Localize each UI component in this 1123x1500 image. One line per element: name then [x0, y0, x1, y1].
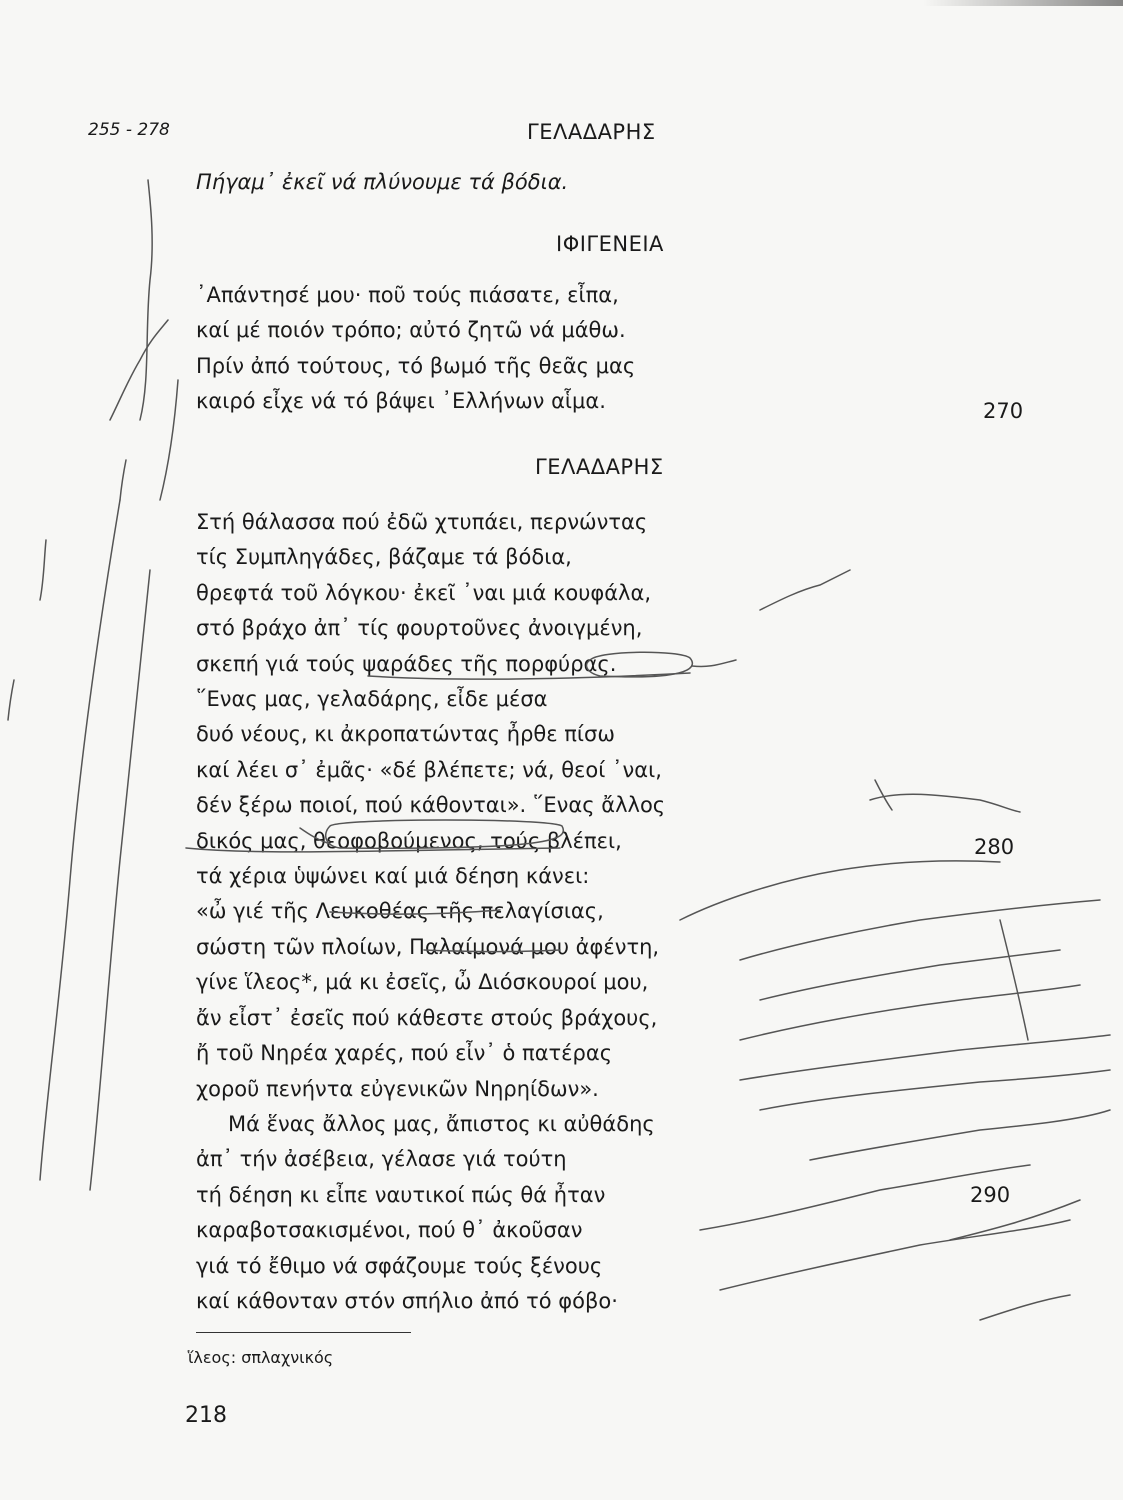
- ink-scribble: [720, 1220, 1070, 1290]
- ink-scribble: [760, 1070, 1110, 1110]
- ink-scribble: [40, 500, 120, 1180]
- line-number: 290: [970, 1183, 1011, 1207]
- footnote-rule: [196, 1332, 411, 1333]
- line-number: 270: [983, 399, 1024, 423]
- ink-scribble: [740, 1035, 1110, 1080]
- verse-line: δυό νέους, κι ἀκροπατώντας ἦρθε πίσω: [196, 722, 615, 747]
- verse-block-c: [196, 505, 756, 1107]
- verse-line: Πήγαμ᾽ ἐκεῖ νά πλύνουμε τά βόδια.: [196, 170, 569, 194]
- verse-line: καί κάθονταν στόν σπήλιο ἀπό τό φόβο·: [196, 1289, 618, 1314]
- ink-scribble: [120, 460, 126, 500]
- verse-line: στό βράχο ἀπ᾽ τίς φουρτοῦνες ἀνοιγμένη,: [196, 616, 643, 641]
- verse-line: σκεπή γιά τούς ψαράδες τῆς πορφύρας.: [196, 651, 617, 676]
- ink-scribble: [140, 180, 152, 420]
- speaker-name: ΙΦΙΓΕΝΕΙΑ: [556, 232, 664, 256]
- verse-line: ῞Ενας μας, γελαδάρης, εἶδε μέσα: [196, 687, 548, 712]
- page-number: 218: [185, 1403, 227, 1428]
- scan-edge-shadow: [923, 0, 1123, 6]
- verse-line: τή δέηση κι εἶπε ναυτικοί πώς θά ἦταν: [196, 1182, 606, 1207]
- ink-scribble: [760, 570, 850, 610]
- verse-block-d: [196, 1107, 756, 1319]
- verse-line: Πρίν ἀπό τούτους, τό βωμό τῆς θεᾶς μας: [196, 353, 636, 378]
- verse-line: ἄν εἶστ᾽ ἐσεῖς πού κάθεστε στούς βράχους,: [196, 1005, 658, 1030]
- ink-scribble: [875, 780, 892, 810]
- verse-line: καιρό εἶχε νά τό βάψει ᾽Ελλήνων αἷμα.: [196, 389, 606, 414]
- verse-line: δέν ξέρω ποιοί, πού κάθονται». ῞Ενας ἄλλος: [196, 793, 666, 818]
- line-range-label: 255 - 278: [88, 120, 170, 140]
- footnote: ἵλεος: σπλαχνικός: [188, 1348, 334, 1367]
- verse-line: ἀπ᾽ τήν ἀσέβεια, γέλασε γιά τούτη: [196, 1147, 567, 1172]
- speaker-name: ΓΕΛΑΔΑΡΗΣ: [535, 455, 664, 479]
- verse-line: θρεφτά τοῦ λόγκου· ἐκεῖ ᾽ναι μιά κουφάλα,: [196, 580, 652, 605]
- speaker-name: ΓΕΛΑΔΑΡΗΣ: [527, 120, 656, 144]
- verse-line: ᾽Απάντησέ μου· ποῦ τούς πιάσατε, εἶπα,: [196, 283, 619, 307]
- ink-scribble: [740, 985, 1080, 1040]
- verse-line: χοροῦ πενήντα εὐγενικῶν Νηρηίδων».: [196, 1076, 599, 1101]
- ink-scribble: [980, 1295, 1070, 1320]
- ink-scribble: [810, 1110, 1110, 1160]
- ink-scribble: [740, 900, 1100, 960]
- verse-line: γιά τό ἔθιμο νά σφάζουμε τούς ξένους: [196, 1253, 603, 1278]
- ink-scribble: [110, 320, 168, 420]
- verse-line: σώστη τῶν πλοίων, Παλαίμονά μου ἀφέντη,: [196, 934, 660, 959]
- ink-scribble: [160, 380, 178, 500]
- verse-line: καί μέ ποιόν τρόπο; αὐτό ζητῶ νά μάθω.: [196, 318, 626, 343]
- verse-line: δικός μας, θεοφοβούμενος, τούς βλέπει,: [196, 828, 622, 853]
- line-number: 280: [974, 835, 1015, 859]
- verse-block-b: [196, 278, 756, 420]
- verse-block-a: [196, 165, 756, 200]
- verse-line: καί λέει σ᾽ ἐμᾶς· «δέ βλέπετε; νά, θεοί ᾽ναι,: [196, 757, 662, 782]
- ink-scribble: [760, 950, 1060, 1000]
- verse-line: τίς Συμπληγάδες, βάζαμε τά βόδια,: [196, 545, 572, 570]
- verse-line: καραβοτσακισμένοι, πού θ᾽ ἀκοῦσαν: [196, 1218, 583, 1243]
- ink-scribble: [8, 680, 14, 720]
- verse-line: «ὦ γιέ τῆς Λευκοθέας τῆς πελαγίσιας,: [196, 899, 604, 924]
- verse-line: Στή θάλασσα πού ἐδῶ χτυπάει, περνώντας: [196, 510, 648, 534]
- ink-scribble: [1000, 920, 1028, 1040]
- verse-line: γίνε ἵλεος*, μά κι ἐσεῖς, ὦ Διόσκουροί μου,: [196, 970, 649, 995]
- ink-scribble: [40, 540, 46, 600]
- verse-line: Μά ἕνας ἄλλος μας, ἄπιστος κι αὐθάδης: [228, 1112, 655, 1136]
- verse-line: ἤ τοῦ Νηρέα χαρές, πού εἶν᾽ ὁ πατέρας: [196, 1041, 613, 1066]
- ink-scribble: [90, 570, 150, 1190]
- ink-scribble: [870, 794, 1020, 812]
- verse-line: τά χέρια ὑψώνει καί μιά δέηση κάνει:: [196, 864, 590, 889]
